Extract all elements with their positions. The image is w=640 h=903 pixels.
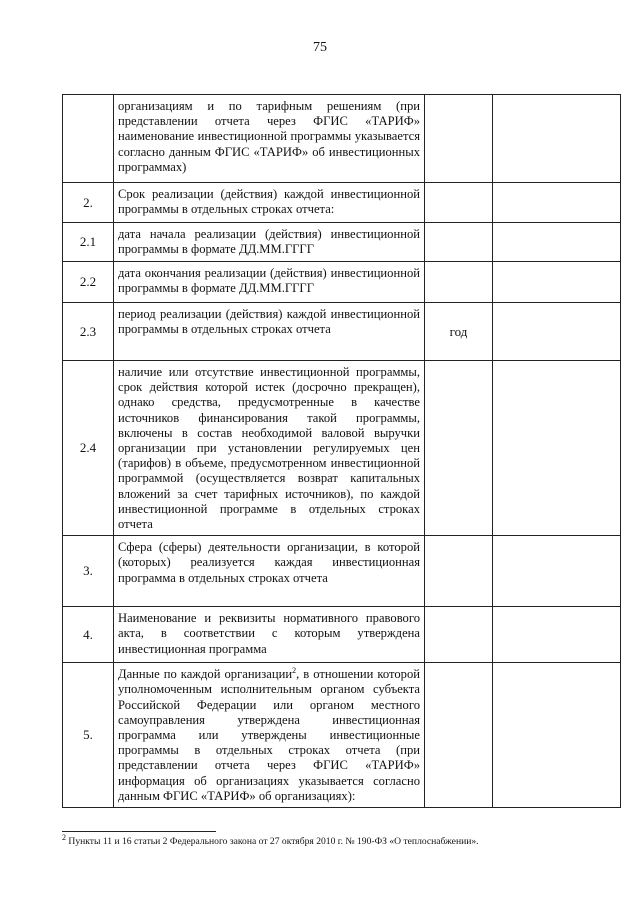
row-value xyxy=(493,663,621,808)
table-row xyxy=(63,303,621,361)
row-unit xyxy=(425,361,493,536)
table-row xyxy=(63,95,621,183)
row-description: организациям и по тарифным решениям (при представлении отчета через ФГИС «ТАРИФ» наименование инвестиционной программы указывается согласно данным ФГИС «ТАРИФ» об инвестиционных программах) xyxy=(114,95,425,183)
row-description: период реализации (действия) каждой инвестиционной программы в отдельных строках отчета xyxy=(114,303,425,361)
footnote-reference: 2 xyxy=(292,666,297,676)
footnote-mark: 2 xyxy=(62,832,66,842)
table-row xyxy=(63,262,621,303)
row-value xyxy=(493,95,621,183)
row-description-start: Данные по каждой организации xyxy=(118,667,293,682)
footnote-text: Пункты 11 и 16 статьи 2 Федерального закона от 27 октября 2010 г. № 190-ФЗ «О теплоснабжении». xyxy=(66,836,479,847)
table-row xyxy=(63,663,621,808)
row-description: наличие или отсутствие инвестиционной программы, срок действия которой истек (досрочно прекращен), однако средства, предусмотренные в качестве источников финансирования такой программы, включены в состав необходимой валовой выручки организации при установлении регулируемых цен (тарифов) в объеме, предусмотренном инвестиционной программой (осуществляется возврат капитальных вложений за счет тарифных источников), по каждой инвестиционной программе в отдельных строках отчета xyxy=(114,361,425,536)
page-number: 75 xyxy=(313,40,327,55)
row-number: 4. xyxy=(63,607,114,663)
row-number: 2.4 xyxy=(63,361,114,536)
row-number: 2.2 xyxy=(63,262,114,303)
row-value xyxy=(493,183,621,223)
footnote-separator xyxy=(62,831,216,832)
table-row xyxy=(63,361,621,536)
row-description: Срок реализации (действия) каждой инвестиционной программы в отдельных строках отчета: xyxy=(114,183,425,223)
row-number: 2.1 xyxy=(63,223,114,262)
row-unit xyxy=(425,262,493,303)
table-row xyxy=(63,607,621,663)
row-value xyxy=(493,223,621,262)
row-number: 2. xyxy=(63,183,114,223)
row-value xyxy=(493,303,621,361)
row-unit xyxy=(425,536,493,607)
row-unit: год xyxy=(425,303,493,361)
row-description: дата начала реализации (действия) инвестиционной программы в формате ДД.ММ.ГГГГ xyxy=(114,223,425,262)
footnote xyxy=(62,832,622,848)
row-description: Наименование и реквизиты нормативного правового акта, в соответствии с которым утверждена инвестиционная программа xyxy=(114,607,425,663)
row-number: 5. xyxy=(63,663,114,808)
row-unit xyxy=(425,223,493,262)
row-value xyxy=(493,607,621,663)
requirements-table xyxy=(62,94,621,808)
row-description xyxy=(114,663,425,808)
table-row xyxy=(63,183,621,223)
table-row xyxy=(63,536,621,607)
row-unit xyxy=(425,607,493,663)
row-value xyxy=(493,361,621,536)
row-description: Сфера (сферы) деятельности организации, в которой (которых) реализуется каждая инвестиционная программа в отдельных строках отчета xyxy=(114,536,425,607)
row-number: 3. xyxy=(63,536,114,607)
row-number xyxy=(63,95,114,183)
row-unit xyxy=(425,183,493,223)
row-unit xyxy=(425,663,493,808)
table-row xyxy=(63,223,621,262)
row-unit xyxy=(425,95,493,183)
row-value xyxy=(493,262,621,303)
row-value xyxy=(493,536,621,607)
row-description: дата окончания реализации (действия) инвестиционной программы в формате ДД.ММ.ГГГГ xyxy=(114,262,425,303)
row-number: 2.3 xyxy=(63,303,114,361)
row-description-end: , в отношении которой уполномоченным исполнительным органом субъекта Российской Федерации или органом местного самоуправления утверждена инвестиционная программа или утверждены инвестиционные программы в отдельных строках отчета (при представлении отчета через ФГИС «ТАРИФ» информация об организациях указывается согласно данным ФГИС «ТАРИФ» об организациях): xyxy=(118,667,421,803)
